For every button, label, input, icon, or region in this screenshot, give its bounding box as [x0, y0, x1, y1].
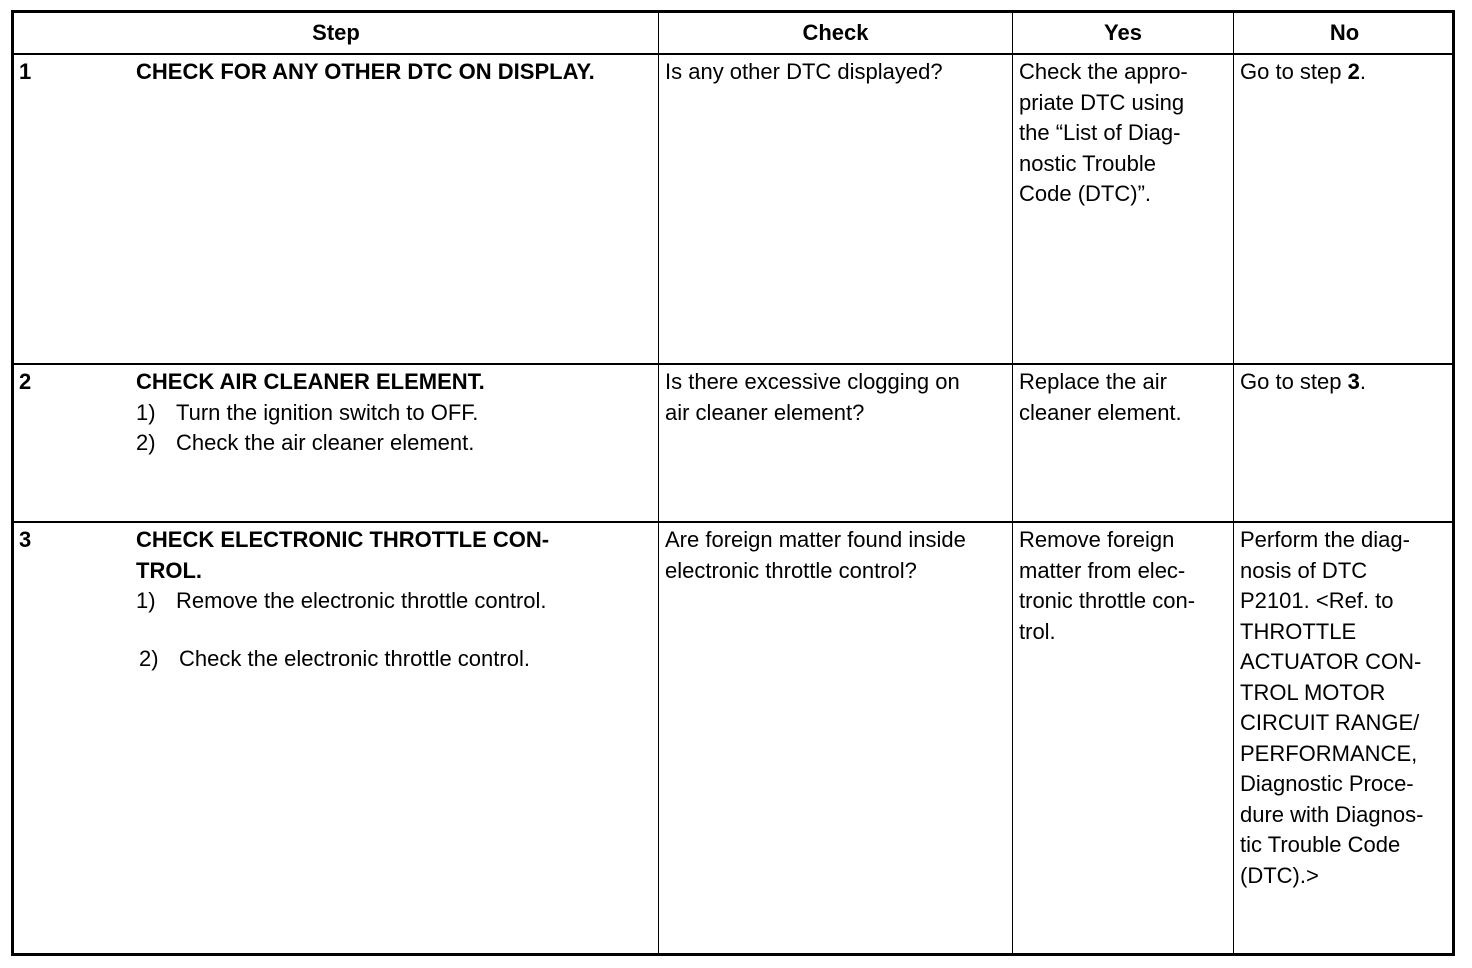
yes-action: Check the appro- priate DTC using the “List of Diag- nostic Trouble Code (DTC)”. — [1019, 59, 1188, 206]
step-number: 1 — [19, 59, 32, 84]
check-question: Is any other DTC displayed? — [665, 59, 943, 84]
substep: 2) Check the electronic throttle control. — [139, 645, 530, 671]
column-divider — [1233, 13, 1234, 953]
no-action: Go to step 2. — [1240, 59, 1366, 84]
header-divider — [14, 53, 1452, 55]
check-question: Are foreign matter found inside electronic throttle control? — [665, 527, 966, 583]
diagnostic-table — [11, 10, 1455, 956]
step-title: CHECK AIR CLEANER ELEMENT. — [136, 369, 485, 394]
yes-action: Remove foreign matter from elec- tronic throttle con- trol. — [1019, 527, 1196, 644]
header-check: Check — [802, 20, 869, 45]
no-action: Perform the diag- nosis of DTC P2101. <Ref. to THROTTLE ACTUATOR CON- TROL MOTOR CIRCUIT RANGE/ PERFORMANCE, Diagnostic Proce- dure with Diagnos- tic Trouble Code (DTC).> — [1240, 527, 1424, 888]
step-content — [136, 525, 549, 674]
row-divider — [14, 363, 1452, 365]
yes-action: Replace the air cleaner element. — [1019, 369, 1182, 425]
step-number: 3 — [19, 527, 32, 552]
column-divider — [658, 13, 659, 953]
step-number: 2 — [19, 369, 32, 394]
substep: 1) Remove the electronic throttle control. — [136, 588, 547, 613]
column-divider — [1012, 13, 1013, 953]
row-divider — [14, 521, 1452, 523]
step-content — [136, 367, 485, 459]
step-title: CHECK FOR ANY OTHER DTC ON DISPLAY. — [136, 59, 595, 84]
step-title: CHECK ELECTRONIC THROTTLE CON- — [136, 527, 550, 552]
header-step: Step — [312, 20, 360, 45]
check-question: Is there excessive clogging on air cleaner element? — [665, 369, 960, 425]
header-yes: Yes — [1104, 20, 1142, 45]
header-no: No — [1329, 20, 1360, 45]
substep: 2) Check the air cleaner element. — [136, 430, 475, 455]
step-title: TROL. — [136, 557, 202, 583]
substep: 1) Turn the ignition switch to OFF. — [136, 399, 479, 425]
no-action: Go to step 3. — [1240, 369, 1366, 394]
